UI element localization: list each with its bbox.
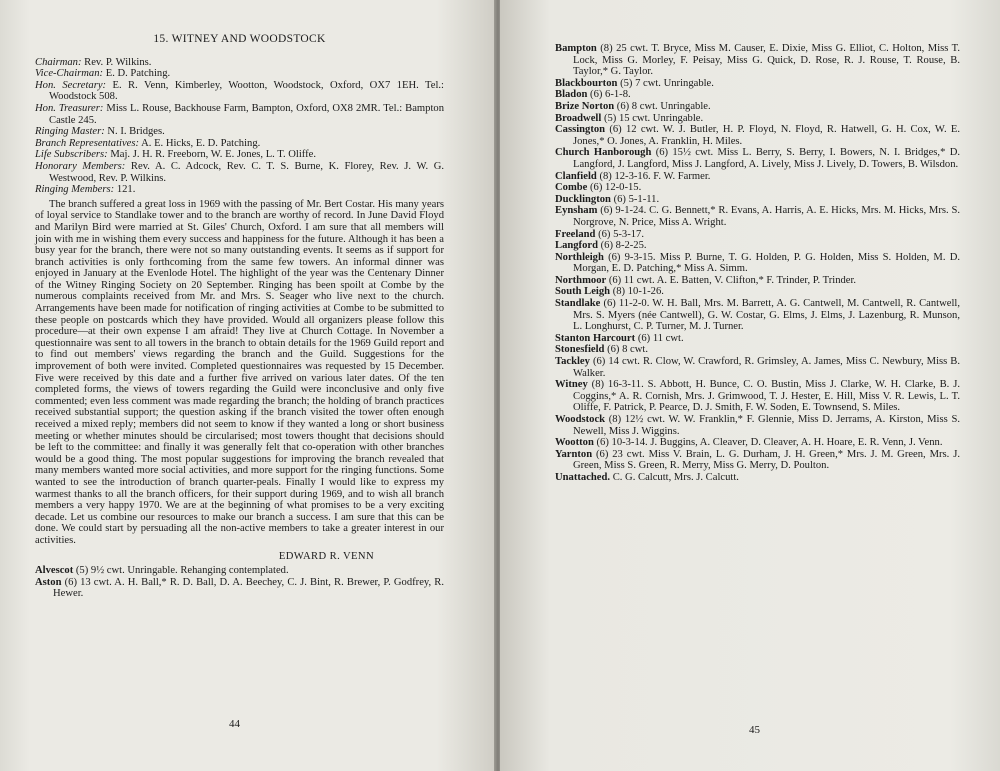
tower-name: Tackley [555, 356, 590, 368]
tower-name: Blackbourton [555, 77, 618, 89]
tower-detail: (8) 12-3-16. F. W. Farmer. [599, 170, 711, 182]
officer-value: Miss L. Rouse, Backhouse Farm, Bampton, Oxford, OX8 2MR. Tel.: Bampton Castle 245. [49, 102, 444, 126]
tower-detail: (5) 9½ cwt. Unringable. Rehanging contemplated. [75, 565, 289, 577]
tower-name: Freeland [555, 228, 596, 240]
tower-name: Stonesfield [555, 344, 605, 356]
tower-entry [35, 565, 444, 577]
tower-entry [555, 205, 960, 228]
officer-value: Rev. P. Wilkins. [84, 56, 152, 68]
officer-role: Ringing Members: [35, 184, 115, 196]
officer-entry [35, 184, 444, 196]
tower-name: Aston [35, 576, 62, 588]
tower-entry [555, 274, 960, 287]
tower-detail: (6) 5-3-17. [598, 228, 644, 240]
officer-role: Hon. Secretary: [35, 79, 107, 91]
report-signature: EDWARD R. VENN [278, 550, 374, 562]
tower-detail: (6) 9-3-15. Miss P. Burne, T. G. Holden, P. G. Holden, Miss S. Holden, M. D. Morgan, E. D. Patching,* Miss A. Simm. [573, 251, 960, 275]
tower-entry [555, 112, 960, 125]
officer-role: Ringing Master: [35, 126, 105, 138]
left-page [0, 0, 496, 771]
officer-role: Honorary Members: [35, 160, 126, 172]
officer-value: A. E. Hicks, E. D. Patching. [141, 137, 261, 149]
tower-detail: (6) 13 cwt. A. H. Ball,* R. D. Ball, D. A. Beechey, C. J. Bint, R. Brewer, P. Godfrey, R. Hewer. [53, 576, 444, 600]
tower-detail: (6) 11 cwt. A. E. Batten, V. Clifton,* F. Trinder, P. Trinder. [608, 274, 857, 286]
officer-entry [35, 161, 444, 184]
tower-name: Standlake [555, 298, 601, 310]
tower-entry [555, 77, 960, 90]
tower-entry [555, 193, 960, 206]
tower-name: Eynsham [555, 205, 598, 217]
tower-name: Wootton [555, 437, 594, 449]
officer-value: N. I. Bridges. [107, 126, 165, 138]
tower-detail: (5) 15 cwt. Unringable. [603, 112, 704, 124]
tower-entry [555, 356, 960, 379]
tower-list-left [35, 565, 444, 600]
officer-entry [35, 138, 444, 150]
tower-entry [555, 100, 960, 113]
officer-role: Vice-Chairman: [35, 68, 104, 80]
officer-role: Chairman: [35, 56, 82, 68]
tower-entry [555, 240, 960, 252]
tower-name: Northleigh [555, 251, 604, 263]
section-heading: 15. WITNEY AND WOODSTOCK [153, 33, 326, 45]
tower-name: Stanton Harcourt [555, 332, 636, 344]
officer-value: Rev. A. C. Adcock, Rev. C. T. S. Burne, K. Florey, Rev. J. W. G. Westwood, Rev. P. Wilkins. [49, 160, 444, 184]
officer-entry [35, 126, 444, 138]
tower-name: Alvescot [35, 565, 74, 577]
tower-entry [555, 251, 960, 275]
officer-entry [35, 80, 444, 103]
right-page [500, 0, 1000, 771]
tower-entry [555, 182, 960, 194]
officer-value: E. D. Patching. [105, 68, 171, 80]
tower-detail: (6) 12-0-15. [590, 182, 642, 194]
tower-detail: (6) 9-1-24. C. G. Bennett,* R. Evans, A. Harris, A. E. Hicks, Mrs. M. Hicks, Mrs. S. Norgrove, N. Price, Miss A. Wright. [573, 205, 960, 228]
branch-report: The branch suffered a great loss in 1969 with the passing of Mr. Bert Costar. His many years of loyal service to Standlake tower and to the branch are worthy of record. In June David Floyd and Marilyn Bird were married at St. Giles' Church, Oxford. I am sure that all members will join with me in wishing them every success and happiness for the future. Although it has been a busy year for the branch, there were not so many outstanding events. It seems as if support for branch activities is only forthcoming from the same few towers. An informal dinner was enjoyed in January at the Evenlode Hotel. The highlight of the year was the Centenary Dinner of the Witney Ringing Society on 20 September. Ringing has been spoilt at Combe by the numerous complaints received from Mr. and Mrs. S. Seager who live next to the church. Arrangements have been made for notification of ringing activities at Combe to be submitted to these people on postcards which they have provided. Would all organizers please follow this procedure—at their own expense I am afraid! They live at Church Cottage. In November a questionnaire was sent to all towers in the branch to obtain details for the 1969 Guild report and to find out members' views regarding the branch and the Guild. Suggestions for the improvement of both were invited. Completed questionnaires was requested by 15 December. Five were received by this date and a further five arrived on various later dates. Of the ten completed forms, the views of towers regarding the Guild were inconclusive and only five commented; even less comment was made regarding the branch; the holding of branch practices received substantial support; the question asking if the branch visited the tower often enough received a mixed reply; members did not seem to know if they wanted a long or short business meeting or whether minutes should be circularised; most towers thought that decisions should be left to the committee: and finally it was generally felt that co-operation with other branches would be a good thing. The most popular suggestions for improving the branch revealed that many members wanted more social activities, and more support for the ringing functions. Some wanted to see the introduction of branch quarter-peals. Finally I would like to express my warmest thanks to all the branch officers, for their support during 1969, and to wish all branch members a very happy 1970. We are at the beginning of what promises to be a very exciting decade. Let us combine our resources to make our branch a success. I am sure that this can be done. We could start by persuading all the non-active members to take a greater interest in our activities. [35, 198, 444, 546]
tower-detail: (6) 8 cwt. Unringable. [616, 100, 711, 112]
officer-entry [35, 103, 444, 126]
tower-entry [555, 286, 960, 298]
tower-detail: C. G. Calcutt, Mrs. J. Calcutt. [612, 471, 739, 483]
tower-detail: (8) 12½ cwt. W. W. Franklin,* F. Glennie, Miss D. Jerrams, A. Kirston, Miss S. Newell, Miss J. Wiggins. [573, 414, 960, 437]
page-number-right: 45 [749, 724, 760, 736]
officer-role: Life Subscribers: [35, 149, 108, 161]
tower-name: Langford [555, 240, 598, 252]
tower-detail: (6) 14 cwt. R. Clow, W. Crawford, R. Grimsley, A. James, Miss C. Newbury, Miss B. Walker. [573, 356, 960, 379]
officer-value: Maj. J. H. R. Freeborn, W. E. Jones, L. T. Oliffe. [110, 149, 317, 161]
tower-entry [555, 414, 960, 437]
tower-list-right [555, 43, 960, 484]
tower-detail: (8) 25 cwt. T. Bryce, Miss M. Causer, E. Dixie, Miss G. Elliot, C. Holton, Miss T. Lock, Miss G. Morley, F. Peisay, Miss G. Quick, D. Rose, R. J. Rouse, T. Rouse, B. Taylor,* G. Taylor. [573, 43, 960, 78]
tower-entry [555, 298, 960, 333]
tower-name: Northmoor [555, 274, 607, 286]
officer-role: Branch Representatives: [35, 137, 140, 149]
tower-name: Bampton [555, 43, 597, 54]
tower-name: South Leigh [555, 286, 611, 298]
tower-name: Cassington [555, 124, 606, 136]
tower-name: Unattached. [555, 471, 611, 483]
right-page-text [555, 43, 960, 484]
officer-entry [35, 57, 444, 69]
tower-name: Combe [555, 182, 588, 194]
left-page-text [35, 34, 444, 600]
tower-entry [555, 437, 960, 449]
officer-value: 121. [116, 184, 136, 196]
tower-entry [555, 332, 960, 345]
page-number-left: 44 [229, 718, 240, 730]
tower-detail: (6) 12 cwt. W. J. Butler, H. P. Floyd, N. Floyd, R. Hatwell, G. H. Cox, W. E. Jones,* O. Jones, A. Franklin, H. Miles. [573, 124, 960, 147]
tower-entry [555, 228, 960, 241]
tower-name: Church Hanborough [555, 147, 652, 159]
officers-list [35, 57, 444, 196]
tower-detail: (5) 7 cwt. Unringable. [620, 77, 714, 89]
tower-name: Ducklington [555, 193, 611, 205]
tower-entry [35, 576, 444, 600]
tower-detail: (6) 11-2-0. W. H. Ball, Mrs. M. Barrett, A. G. Cantwell, M. Cantwell, R. Cantwell, Mrs. S. Myers (née Cantwell), G. W. Costar, G. Elms, J. Elms, J. Lazenburg, R. Munson, L. Longhurst, C. P. Turner, M. J. Turner. [573, 298, 960, 333]
tower-entry [555, 448, 960, 472]
tower-entry [555, 379, 960, 414]
tower-name: Clanfield [555, 170, 597, 182]
tower-entry [555, 344, 960, 356]
tower-name: Witney [555, 379, 588, 391]
tower-detail: (6) 11 cwt. [637, 332, 684, 344]
tower-entry [555, 471, 960, 484]
tower-entry [555, 89, 960, 101]
tower-entry [555, 43, 960, 78]
tower-detail: (6) 6-1-8. [590, 89, 631, 101]
officer-entry [35, 68, 444, 80]
tower-name: Woodstock [555, 414, 606, 425]
tower-detail: (8) 16-3-11. S. Abbott, H. Bunce, C. O. Bustin, Miss J. Clarke, W. H. Clarke, B. J. Coggins,* A. R. Cornish, Mrs. J. Grimwood, T. J. Hester, E. Hill, Miss V. R. Lewis, L. T. Oliffe, F. Patrick, P. Pearce, D. J. Smith, F. W. Soden, E. Townsend, S. Miles. [573, 379, 960, 414]
tower-entry [555, 147, 960, 170]
officer-value: E. R. Venn, Kimberley, Wootton, Woodstock, Oxford, OX7 1EH. Tel.: Woodstock 508. [49, 79, 444, 103]
tower-detail: (6) 8 cwt. [607, 344, 648, 356]
tower-detail: (6) 15½ cwt. Miss L. Berry, S. Berry, I. Bowers, N. I. Bridges,* D. Langford, J. Langford, Miss J. Langford, A. Lively, Miss J. Lively, D. Towers, B. Wilsdon. [573, 147, 960, 170]
tower-detail: (6) 10-3-14. J. Buggins, A. Cleaver, D. Cleaver, A. H. Hoare, E. R. Venn, J. Venn. [596, 437, 943, 449]
tower-name: Broadwell [555, 112, 602, 124]
tower-detail: (6) 23 cwt. Miss V. Brain, L. G. Durham, J. H. Green,* Mrs. J. M. Green, Mrs. J. Green, Miss S. Green, R. Merry, Miss G. Merry, D. Poulton. [573, 448, 960, 472]
tower-name: Bladon [555, 89, 588, 101]
tower-detail: (8) 10-1-26. [612, 286, 664, 298]
officer-role: Hon. Treasurer: [35, 102, 104, 114]
tower-entry [555, 170, 960, 183]
tower-detail: (6) 5-1-11. [613, 193, 660, 205]
tower-name: Yarnton [555, 448, 593, 460]
tower-entry [555, 124, 960, 147]
officer-entry [35, 149, 444, 161]
tower-detail: (6) 8-2-25. [600, 240, 647, 252]
tower-name: Brize Norton [555, 100, 615, 112]
